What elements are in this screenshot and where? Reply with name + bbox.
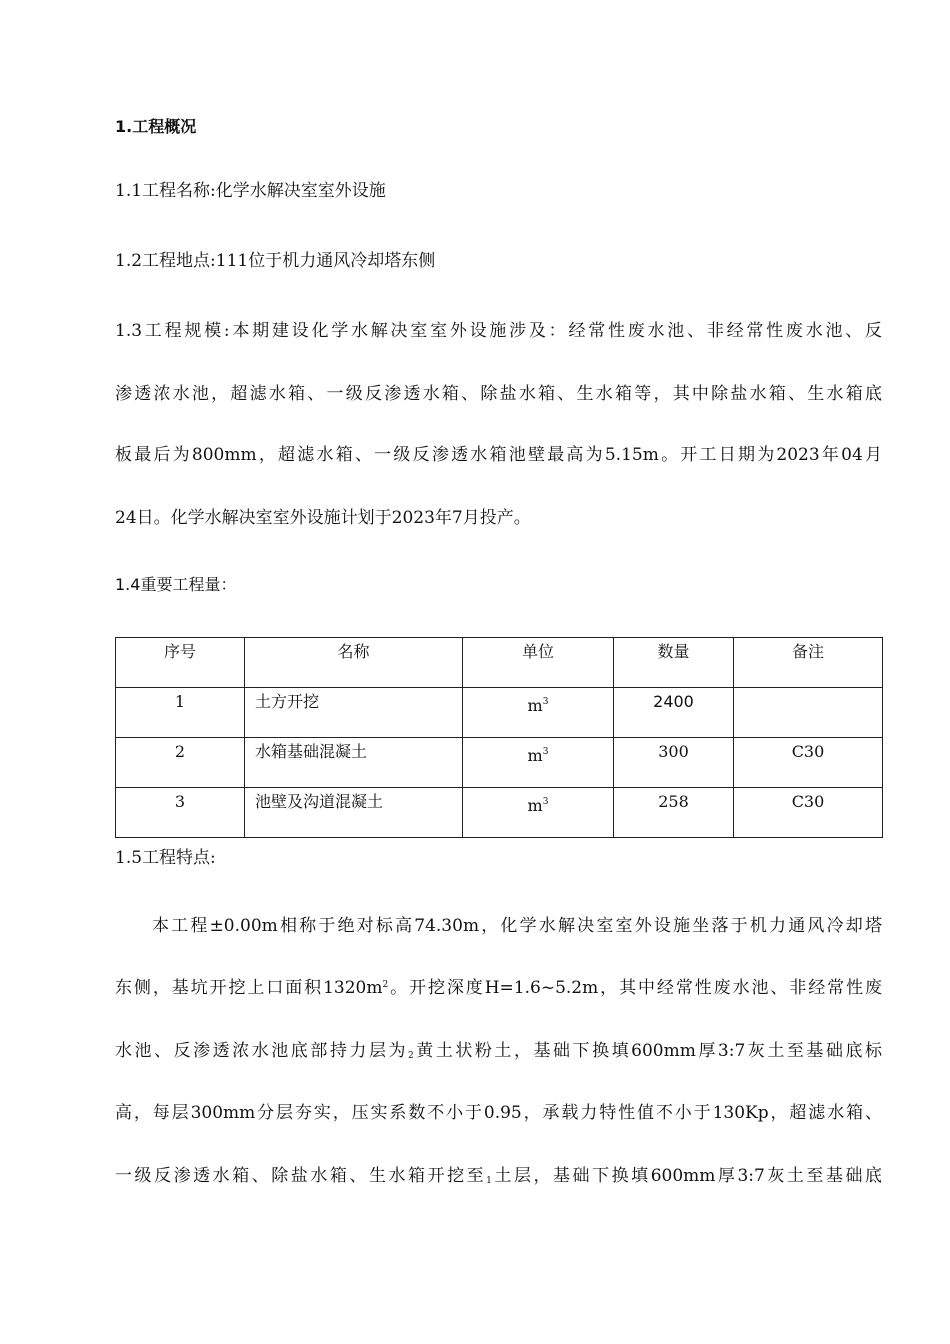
features-line-2a: 东侧，基坑开挖上口面积1320m xyxy=(115,978,383,998)
row-note xyxy=(734,688,883,738)
project-location: 1.2工程地点:111位于机力通风冷却塔东侧 xyxy=(115,251,436,271)
features-line-4: 高，每层300mm分层夯实，压实系数不小于0.95，承载力特性值不小于130Kp，超滤水箱、 xyxy=(115,1103,882,1123)
row-no: 3 xyxy=(116,788,245,838)
features-line-2 xyxy=(115,978,882,998)
area-unit-sup: 2 xyxy=(382,980,389,990)
features-line-2b: 。开挖深度H=1.6~5.2m，其中经常性废水池、非经常性废 xyxy=(388,978,882,998)
header-name: 名称 xyxy=(245,638,463,688)
row-no: 2 xyxy=(116,738,245,788)
row-qty: 300 xyxy=(614,738,734,788)
row-name: 土方开挖 xyxy=(245,688,463,738)
quantities-table xyxy=(115,637,883,838)
layer-sub-1: 1 xyxy=(486,1176,492,1186)
row-name: 水箱基础混凝土 xyxy=(245,738,463,788)
unit-base: m xyxy=(527,746,543,765)
unit-sup: 3 xyxy=(542,697,549,707)
features-line-5b: 土层，基础下换填600mm厚3:7灰土至基础底 xyxy=(491,1166,883,1186)
project-scale-line-4: 24日。化学水解决室室外设施计划于2023年7月投产。 xyxy=(115,508,531,528)
project-scale-line-2: 渗透浓水池，超滤水箱、一级反渗透水箱、除盐水箱、生水箱等，其中除盐水箱、生水箱底 xyxy=(115,384,882,404)
quantities-title: 1.4重要工程量： xyxy=(115,575,237,594)
unit-sup: 3 xyxy=(542,797,549,807)
table-header-row xyxy=(116,638,883,688)
features-line-1: 本工程±0.00m相称于绝对标高74.30m，化学水解决室室外设施坐落于机力通风冷却塔 xyxy=(152,916,882,936)
section-title: 1.工程概况 xyxy=(115,117,197,136)
features-line-5 xyxy=(115,1166,882,1186)
row-unit xyxy=(463,788,614,838)
row-note: C30 xyxy=(734,788,883,838)
row-note: C30 xyxy=(734,738,883,788)
project-name: 1.1工程名称:化学水解决室室外设施 xyxy=(115,181,386,201)
row-unit xyxy=(463,738,614,788)
project-scale-line-1: 1.3工程规模:本期建设化学水解决室室外设施涉及：经常性废水池、非经常性废水池、反 xyxy=(115,321,882,341)
row-unit xyxy=(463,688,614,738)
table-row xyxy=(116,738,883,788)
row-qty: 2400 xyxy=(614,688,734,738)
table-row xyxy=(116,788,883,838)
features-line-5a: 一级反渗透水箱、除盐水箱、生水箱开挖至 xyxy=(115,1166,487,1186)
features-line-3 xyxy=(115,1041,882,1061)
layer-sub-2: 2 xyxy=(408,1051,414,1061)
project-scale-line-3: 板最后为800mm，超滤水箱、一级反渗透水箱池壁最高为5.15m。开工日期为2023年04月 xyxy=(115,445,882,465)
header-qty: 数量 xyxy=(614,638,734,688)
unit-base: m xyxy=(527,696,543,715)
unit-base: m xyxy=(527,796,543,815)
unit-sup: 3 xyxy=(542,747,549,757)
table-row xyxy=(116,688,883,738)
row-no: 1 xyxy=(116,688,245,738)
features-line-3a: 水池、反渗透浓水池底部持力层为 xyxy=(115,1041,409,1061)
features-line-3b: 黄土状粉土，基础下换填600mm厚3:7灰土至基础底标 xyxy=(413,1041,883,1061)
header-unit: 单位 xyxy=(463,638,614,688)
row-name: 池壁及沟道混凝土 xyxy=(245,788,463,838)
header-note: 备注 xyxy=(734,638,883,688)
row-qty: 258 xyxy=(614,788,734,838)
header-no: 序号 xyxy=(116,638,245,688)
features-title: 1.5工程特点: xyxy=(115,848,216,868)
